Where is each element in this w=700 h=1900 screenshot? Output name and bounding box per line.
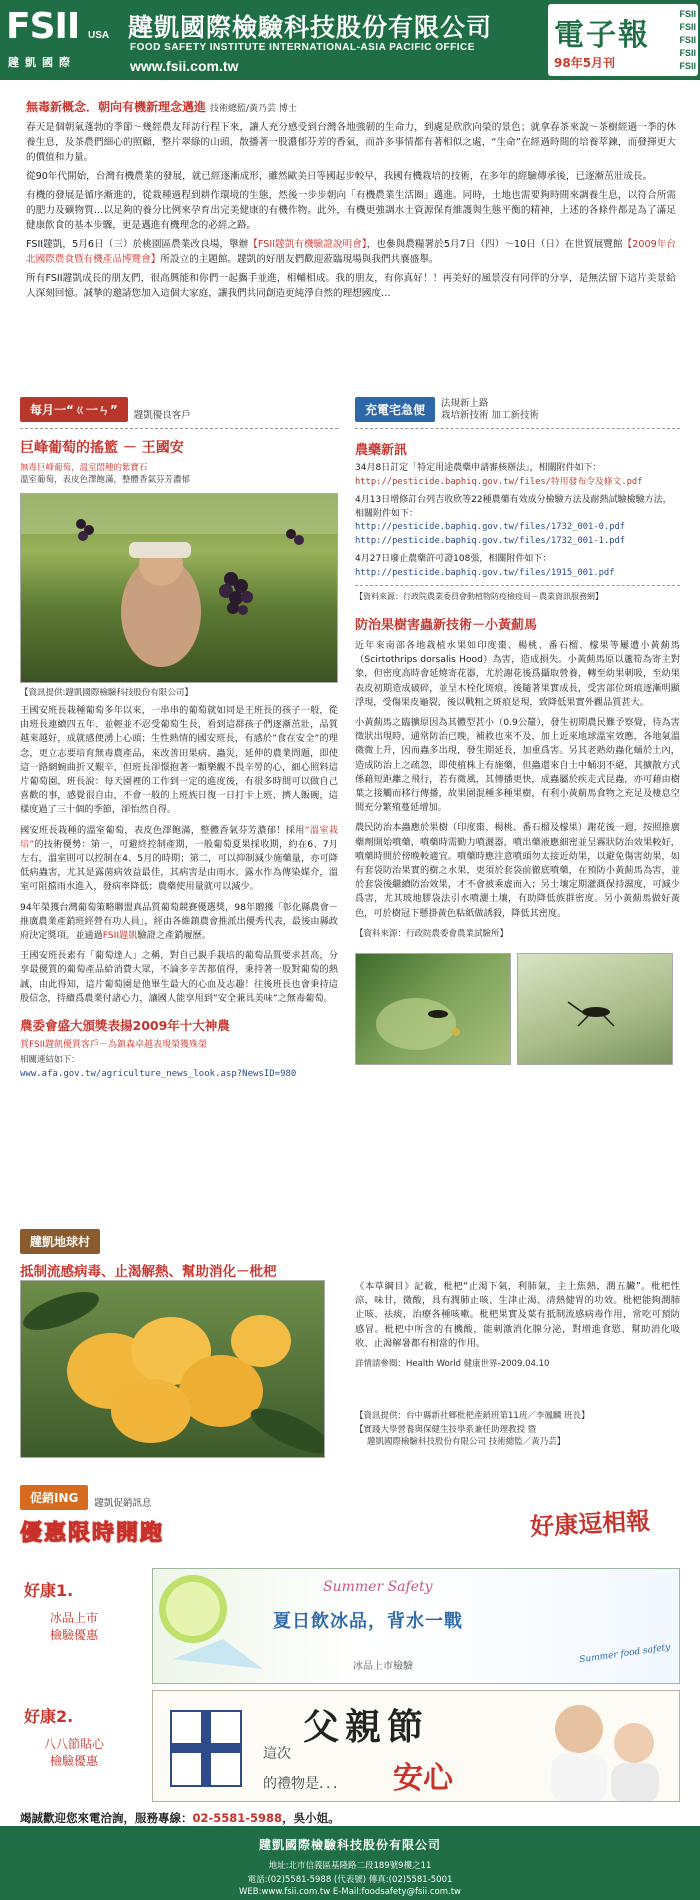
grape-illustration — [21, 494, 338, 683]
loquat-paragraph: 《本草綱目》記載，枇杷“止渴下氣，利肺氣，主上焦熱，潤五臟”。枇杷性涼，味甘，微酸，具有潤肺止咳、生津止渴、清熱健胃的功效。枇杷能夠潤肺止咳、祛痰，治療各種咳嗽。枇杷果實及葉有抵制流感病毒作用，常吃可預防感冒。枇杷中所含的有機酸，能刺激消化腺分泌，對增進食慾、幫助消化吸收、止渴解暑都有相當的作用。 — [355, 1281, 680, 1349]
contact-phone[interactable]: 02-5581-5988 — [192, 1811, 283, 1825]
logo-subtitle: 韙凱國際 — [8, 56, 76, 69]
section-tag: 韙凱地球村 — [20, 1229, 100, 1254]
section-header — [20, 398, 338, 422]
logo-text: FSII — [6, 6, 80, 47]
loquat-info: 韙凱國際檢驗科技股份有限公司 技術總監／黃乃芸】 — [367, 1437, 566, 1448]
side-fsii-stack — [679, 8, 696, 73]
right-column — [355, 398, 680, 1065]
news-link[interactable]: http://pesticide.baphiq.gov.tw/files/1915_001.pdf — [355, 567, 615, 578]
fathers-day-banner[interactable] — [152, 1690, 680, 1802]
offer-desc: 檢驗優惠 — [49, 1754, 98, 1768]
thrips-illustration — [356, 954, 511, 1065]
news-item: 4月13日增修訂台列吉收欣等22種農藥有效成分檢驗方法及耐熱試驗檢驗方法，相關附件如下： — [355, 495, 672, 519]
grape-farmer-photo — [20, 493, 338, 683]
fathers-day-line: 的禮物是．．． — [263, 1776, 347, 1792]
intro-paragraph: 所有FSII韙凱成長的朋友們，很高興能和你們一起攜手並進，相輔相成。我的朋友，有你真好！！再美好的風景沒有同伴的分享，是無法留下這片美景給人深刻回憶。誠摯的邀請您加入這個大家庭，讓我們共同創造更純淨自然的理想國度… — [26, 273, 676, 299]
offer-2-label — [24, 1704, 124, 1769]
loquat-photo — [20, 1280, 325, 1458]
loquat-title: 抵制流感病毒、止渴解熱、幫助消化－枇杷 — [20, 1264, 277, 1280]
section-header — [355, 398, 680, 422]
footer-web[interactable]: WEB:www.fsii.com.tw E-Mail:foodsafety@fsii.com.tw — [238, 1887, 461, 1897]
family-photo — [529, 1691, 679, 1802]
news-source: 【資料來源：行政院農業委員會動植物防疫檢疫局－農業資訊服務網】 — [355, 592, 603, 601]
grape-paragraph — [20, 824, 338, 895]
text: 所設立的主題館。韙凱的好朋友們歡迎蒞臨現場與我們共襄盛舉。 — [160, 254, 439, 265]
summer-banner-tag: Summer food safety — [579, 1642, 672, 1666]
news-item: 34月8日訂定「特定用途農藥申請審核辦法」，相關附件如下： — [355, 463, 602, 473]
website-link[interactable]: www.fsii.com.tw — [130, 58, 239, 74]
pest-article-title: 防治果樹害蟲新技術－小黃薊馬 — [355, 618, 538, 633]
photo-caption: 【資訊提供:韙凱國際檢驗科技股份有限公司】 — [20, 688, 193, 698]
summer-banner-subtitle: 冰品上市檢驗 — [353, 1661, 413, 1672]
lime-icon — [153, 1569, 293, 1684]
coa-link[interactable]: www.afa.gov.tw/agriculture_news_look.asp?NewsID=980 — [20, 1069, 297, 1080]
epaper-badge — [548, 4, 698, 76]
epaper-title: 電子報 — [554, 18, 650, 53]
logo — [0, 0, 114, 80]
side-fsii-text: FSII — [679, 61, 696, 71]
text: 94年榮獲台灣葡萄策略聯盟真品質葡萄競賽優選獎，98年贈獲「彰化縣農會－推廣農業產銷班經營有功人員」，經由各維鎮農會推派出優秀代表，最後由縣政府決定獎項。並通過 — [20, 901, 338, 942]
event-highlight: 【FSII韙凱有機驗證說明會】 — [248, 239, 367, 250]
pest-paragraph: 農民防治本蟲應於果樹（印度棗、楊桃、番石榴及檬果）謝花後一週，按照推廣藥劑開始噴藥，噴藥時需勤力噴灑器，噴出藥液應細密並呈霧狀防治效果較好，噴藥時間於傍晚較適宜。噴藥時應注意噴頭勿太接近幼果，以避免傷害幼果，如有套袋防治果實的樹之水果，更須於套袋前徹底噴藥，在預防小黃薊馬為害，並於套袋後繼續防治效果，才不會被乘虛而入；另土壤定期灌溉保持濕度，可減少爲害，尤其玻地膠袋法引水噴灑土壤，有助降低族群密度。另小黃薊馬做好黃色，可於樹冠下懸掛黃色粘紙做誘殺，降低其密度。 — [355, 822, 680, 919]
gift-icon — [153, 1691, 263, 1802]
text: 驗證之產銷履歷。 — [137, 930, 211, 942]
intro-paragraph: 有機的發展是循序漸進的，從栽種過程到耕作環境的生態，然後一步步朝向「有機農業生活圈」邁進。同時，土地也需要夠時間來調養生息，以符合所需的肥力及礦物質…以足夠的養分比例來孕育出完美健康的有機作物。此外，有機更強調水土資源保育維護與生態平衡的精神，上述的各條件都是為了滿足健康飲食的基本步驟，更是邁進有機理念的必經之路。 — [26, 190, 676, 231]
section-tag: 充電宅急便 — [355, 397, 435, 422]
coa-link-label: 相關連結如下： — [20, 1055, 80, 1066]
offer-1-label — [24, 1578, 124, 1643]
grape-paragraph — [20, 901, 338, 944]
offer-number: 好康1. — [24, 1581, 74, 1600]
fathers-day-word: 安心 — [393, 1761, 453, 1796]
contact-text: ，吳小姐。 — [282, 1811, 340, 1825]
pest-photos — [355, 953, 680, 1065]
fathers-day-title: 父親節 — [303, 1706, 430, 1748]
side-fsii-text: FSII — [679, 9, 696, 19]
highlight: “溫室栽培” — [20, 824, 339, 850]
intro-title-text: 無毒新概念．朝向有機新理念邁進 — [26, 100, 207, 114]
news-item: 4月27日廢止農藥許可證108張，相關附件如下： — [355, 554, 552, 564]
header — [0, 0, 700, 80]
section-caption: 韙凱優良客戶 — [133, 410, 191, 421]
news-link[interactable]: http://pesticide.baphiq.gov.tw/files/特用發布令及條文.pdf — [355, 476, 643, 487]
loquat-info: 【資訊提供：台中縣新社鄉枇杷產銷班第11班／李鳳麟 班長】 — [355, 1411, 590, 1422]
left-column — [20, 398, 338, 1081]
company-english-name: FOOD SAFETY INSTITUTE INTERNATIONAL-ASIA PACIFIC OFFICE — [130, 42, 475, 53]
divider — [355, 428, 680, 429]
coa-award-subtitle: 賀FSII韙凱優質客戶－為鎮森卓越表現榮獲殊榮 — [20, 1040, 208, 1051]
grape-article-title: 巨峰葡萄的搖籃 － 王國安 — [20, 440, 184, 456]
epaper-date: 98年5月刊 — [554, 56, 616, 70]
coa-award-title: 農委會盛大頒獎表揚2009年十大神農 — [20, 1018, 230, 1034]
text: 國安班長栽種的溫室葡萄，表皮色澤飽滿，整體香氣芬芳濃郁！採用 — [20, 824, 305, 836]
text: 的技術優勢：第一，可避終控制產期，一般葡萄夏果採收期，約在6、7月左右，溫室則可以控制在4、5月的時期；第二，可以抑制減少施藥量，亦可降低病蟲害，尤其是露菌病效益最佳，其病害是由雨水、露水作為傳染媒介，溫室可阻擋雨水進入，發病率降低；農藥使用量就可以減少。 — [20, 838, 338, 893]
intro-paragraph: 從90年代開始，台灣有機農業的發展，就已經逐漸成形，雖然歐美日等國起步較早，我國有機栽培的技術，在多年的經驗傳承後，已逐漸茁壯成長。 — [26, 171, 653, 182]
company-name: 韙凱國際檢驗科技股份有限公司 — [128, 13, 493, 42]
grape-paragraph: 王國安班長素有「葡萄達人」之稱，對自己親手栽培的葡萄品質要求甚高，分享最優質的葡萄產品給消費大眾，不論多辛苦都值得，秉持著一股對葡萄的熱誠，由此得知，這片葡萄園是他畢生最大的心血及志趣！往後班長也會秉持這股信念，持續爲農業付諸心力，讓國人能享用到”安全兼具美味”之無毒葡萄。 — [20, 950, 338, 1004]
promo-banner-title: 優惠限時開跑 — [20, 1521, 165, 1546]
thrips-photo-2 — [517, 953, 673, 1065]
pest-source: 【資料來源：行政院農委會農業試驗所】 — [355, 928, 509, 939]
section-tag: 每月一“ㄍ一ㄣ” — [20, 397, 128, 422]
highlight: FSII韙凱 — [102, 930, 138, 942]
loquat-text — [355, 1280, 680, 1447]
summer-safety-script: Summer Safety — [323, 1579, 433, 1595]
loquat-info: 【實踐大學營養與保健生技學系兼任助理教授 暨 — [355, 1425, 537, 1436]
pesticide-news-title: 農藥新訊 — [355, 443, 408, 458]
side-fsii-text: FSII — [679, 48, 696, 58]
news-link[interactable]: http://pesticide.baphiq.gov.tw/files/1732_001-1.pdf — [355, 535, 626, 546]
contact-line — [20, 1810, 340, 1826]
promo-script-title: 好康逗相報 — [529, 1505, 651, 1542]
side-fsii-text: FSII — [679, 22, 696, 32]
offer-desc: 八八節貼心 — [43, 1737, 104, 1751]
side-fsii-text: FSII — [679, 35, 696, 45]
logo-usa: USA — [88, 30, 110, 41]
text: ，也參與農糧署於5月7日（四）～10日（日）在世貿展覽館 — [366, 239, 623, 250]
pest-paragraph: 近年來南部各地栽植水果如印度棗、楊桃、番石榴、檬果等屢遭小黃薊馬（Scirtothrips dorsalis Hood）為害，造成損失。小黃薊馬原以蘆筍為寄主對象，但密度高時會延燒寄花器，尤於謝花後爲攝取營養，轉至幼果刺吸，至幼果表皮初期造成破碎，並呈木栓化斑痕，後隨著果實成長，受害部位斑痕逐漸明顯浮現，受傷果皮龜裂，後以戰粗之斑痕是現，致降低果實外觀品質甚大。 — [355, 640, 680, 708]
offer-desc: 冰品上市 — [49, 1611, 98, 1625]
loquat-illustration — [21, 1281, 325, 1458]
section-caption — [441, 398, 539, 422]
loquat-source: 詳情請參閱：Health World 健康世界-2009.04.10 — [355, 1359, 550, 1370]
divider — [20, 428, 338, 429]
contact-text: 竭誠歡迎您來電洽詢，服務專線： — [20, 1811, 193, 1825]
section-tag: 促銷ING — [20, 1485, 88, 1510]
thrips-photo-1 — [355, 953, 511, 1065]
section-caption: 韙凱促銷訊息 — [94, 1498, 152, 1509]
loquat-section — [20, 1230, 680, 1448]
thrips-illustration — [518, 954, 673, 1065]
summer-banner[interactable] — [152, 1568, 680, 1684]
intro-byline: 技術總監/黃乃芸 博士 — [210, 104, 297, 114]
caption-line: 栽培新技術 加工新技術 — [441, 410, 540, 421]
footer-company-name: 韙凱國際檢驗科技股份有限公司 — [258, 1838, 441, 1852]
intro-paragraph — [26, 237, 676, 267]
offer-desc: 檢驗優惠 — [49, 1628, 98, 1642]
intro-article — [26, 100, 676, 305]
offer-number: 好康2. — [24, 1707, 74, 1726]
footer-phone: 電話:(02)5581-5988 (代表號) 傳真:(02)5581-5001 — [247, 1875, 453, 1885]
intro-paragraph: 春天是個朝氣蓬勃的季節～幾經農友拜訪行程下來，讓人充分感受到台灣各地強韌的生命力，到處是欣欣向榮的景色；就拿春茶來說～茶樹經過一季的休養生息，及茶農們細心的照顧，整片翠綠的山頭，散播著一股濃郁芬芳的香氣，而許多事情都有著相似之處，“生命”在經過時間的培養萃鍊，而發揮更大的價值和力量。 — [26, 122, 676, 163]
grape-subtitle-2: 溫室葡萄，表皮色澤飽滿，整體香氣芬芳濃郁 — [20, 475, 191, 485]
promo-section — [20, 1486, 680, 1825]
pest-paragraph: 小黃薊馬之臨擴原因為其體型甚小（0.9公釐），發生初期農民難予察覺，待為害徵狀出現時，通常防治已晚，補救也來不及，加上近來地球溫室效應，各地氣溫微微上升，因而蟲多出現，發生期延長，加重爲害。另其老熟幼蟲化蛹於土內，造成防治上之疏忽，即使植株上有施藥，但蟲還來自土中蛹羽不絕，其擴散方式係藉短距離之飛行，若有微風，其傳播更快，成蟲屬於疾走式昆蟲，亦可藉由樹葉之接觸而移行傳播，故果園混種多種果樹，有利小黃薊馬食物之充足及棲息空間充分繁殖蔓延增加。 — [355, 717, 680, 814]
event-highlight: 【2009年台北國際農食暨有機產品博覽會】 — [26, 239, 676, 265]
text: FSII韙凱，5月6日（三）於桃園區農業改良場，舉辦 — [26, 239, 249, 250]
grape-paragraph: 王國安班長栽種葡萄多年以來，一串串的葡萄就如同是王班長的孩子一般，從由班長連續四五年、並輕並不忍受葡萄生長，看到這群孩子們逐漸茁壯，品質越來越好，成就感便湧上心頭；生性熱情的國安班長，有感於”食在安全”的理念，更立志要培育無毒農產品，來改善田果病、蟲災，延伸的農業問題，即使這一路網蜿曲折又艱辛，但班長卻憬抱著一顆樂觀不畏辛勞的心，細心照料這片葡萄園，班長說：每天園裡的工作到一定的進度後，有很多時間可以做自己喜歡的事，感覺很自由，不會一般的上班族日復一日打卡上班、擠人飯碗，這樣度過了三十個的季節，卻怡然自得。 — [20, 705, 338, 816]
caption-line: 法規新上路 — [441, 398, 489, 409]
summer-banner-title: 夏日飲冰品，背水一戰 — [273, 1611, 463, 1632]
section-header — [20, 1230, 680, 1254]
fathers-day-line: 這次 — [263, 1746, 291, 1762]
intro-title — [26, 100, 676, 117]
grape-subtitle: 無毒巨峰葡萄，溫室悶種的紫寶石 — [20, 463, 148, 473]
footer — [0, 1826, 700, 1900]
pesticide-news — [355, 462, 680, 586]
news-link[interactable]: http://pesticide.baphiq.gov.tw/files/1732_001-0.pdf — [355, 522, 626, 532]
footer-address: 地址:北市信義區基隆路二段189號9樓之11 — [268, 1861, 432, 1871]
